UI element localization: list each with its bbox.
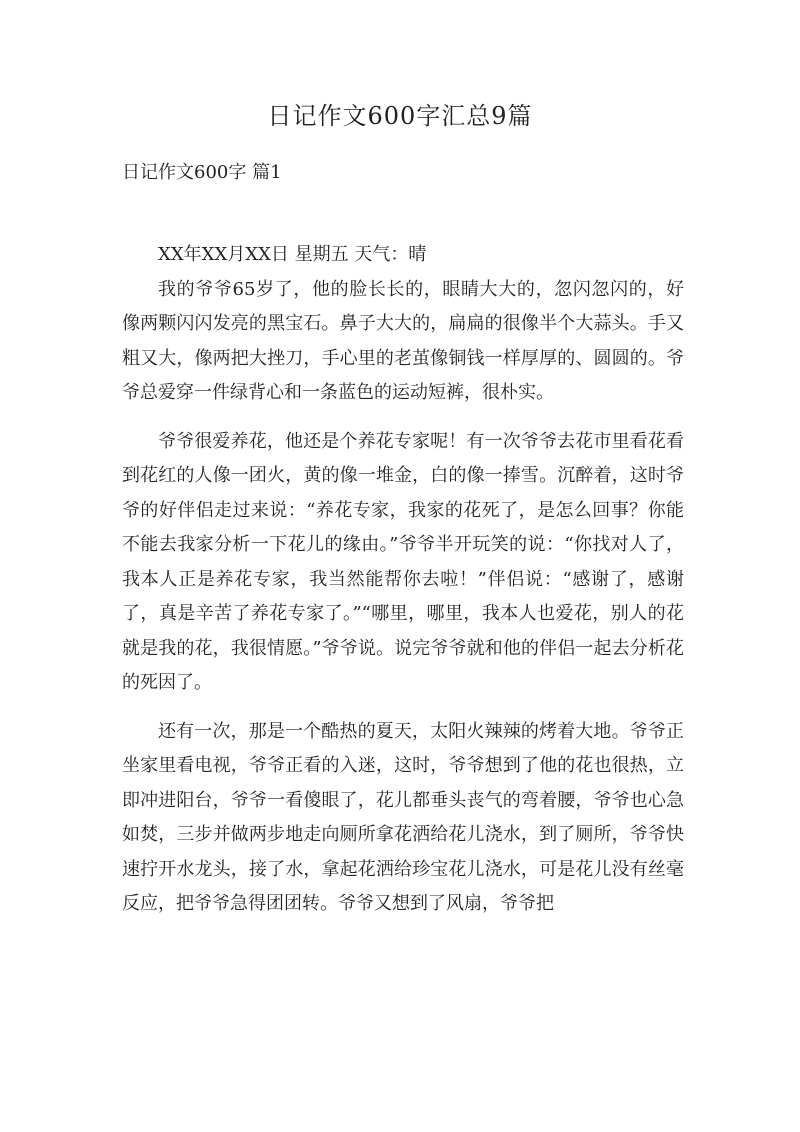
- page-title: 日记作文600字汇总9篇: [267, 102, 533, 130]
- section-heading: 日记作文600字 篇1: [122, 162, 282, 183]
- date-line: XX年XX月XX日 星期五 天气：晴: [158, 244, 427, 265]
- article-body: [122, 238, 684, 936]
- paragraph: 爷爷很爱养花，他还是个养花专家呢！有一次爷爷去花市里看花看到花红的人像一团火，黄的像一堆金，白的像一捧雪。沉醉着，这时爷爷的好伴侣走过来说：“养花专家，我家的花死了，是怎么回事？你能不能去我家分析一下花儿的缘由。”爷爷半开玩笑的说：“你找对人了，我本人正是养花专家，我当然能帮你去啦！”伴侣说：“感谢了，感谢了，真是辛苦了养花专家了。”“哪里，哪里，我本人也爱花，别人的花就是我的花，我很情愿。”爷爷说。说完爷爷就和他的伴侣一起去分析花的死因了。: [122, 430, 684, 693]
- paragraph: 还有一次，那是一个酷热的夏天，太阳火辣辣的烤着大地。爷爷正坐家里看电视，爷爷正看的入迷，这时，爷爷想到了他的花也很热，立即冲进阳台，爷爷一看傻眼了，花儿都垂头丧气的弯着腰，爷爷也心急如焚，三步并做两步地走向厕所拿花洒给花儿浇水，到了厕所，爷爷快速拧开水龙头，接了水，拿起花洒给珍宝花儿浇水，可是花儿没有丝毫反应，把爷爷急得团团转。爷爷又想到了风扇，爷爷把: [122, 720, 684, 914]
- paragraph: 我的爷爷65岁了，他的脸长长的，眼睛大大的，忽闪忽闪的，好像两颗闪闪发亮的黑宝石。鼻子大大的，扁扁的很像半个大蒜头。手又粗又大，像两把大挫刀，手心里的老茧像铜钱一样厚厚的、圆圆的。爷爷总爱穿一件绿背心和一条蓝色的运动短裤，很朴实。: [122, 278, 684, 403]
